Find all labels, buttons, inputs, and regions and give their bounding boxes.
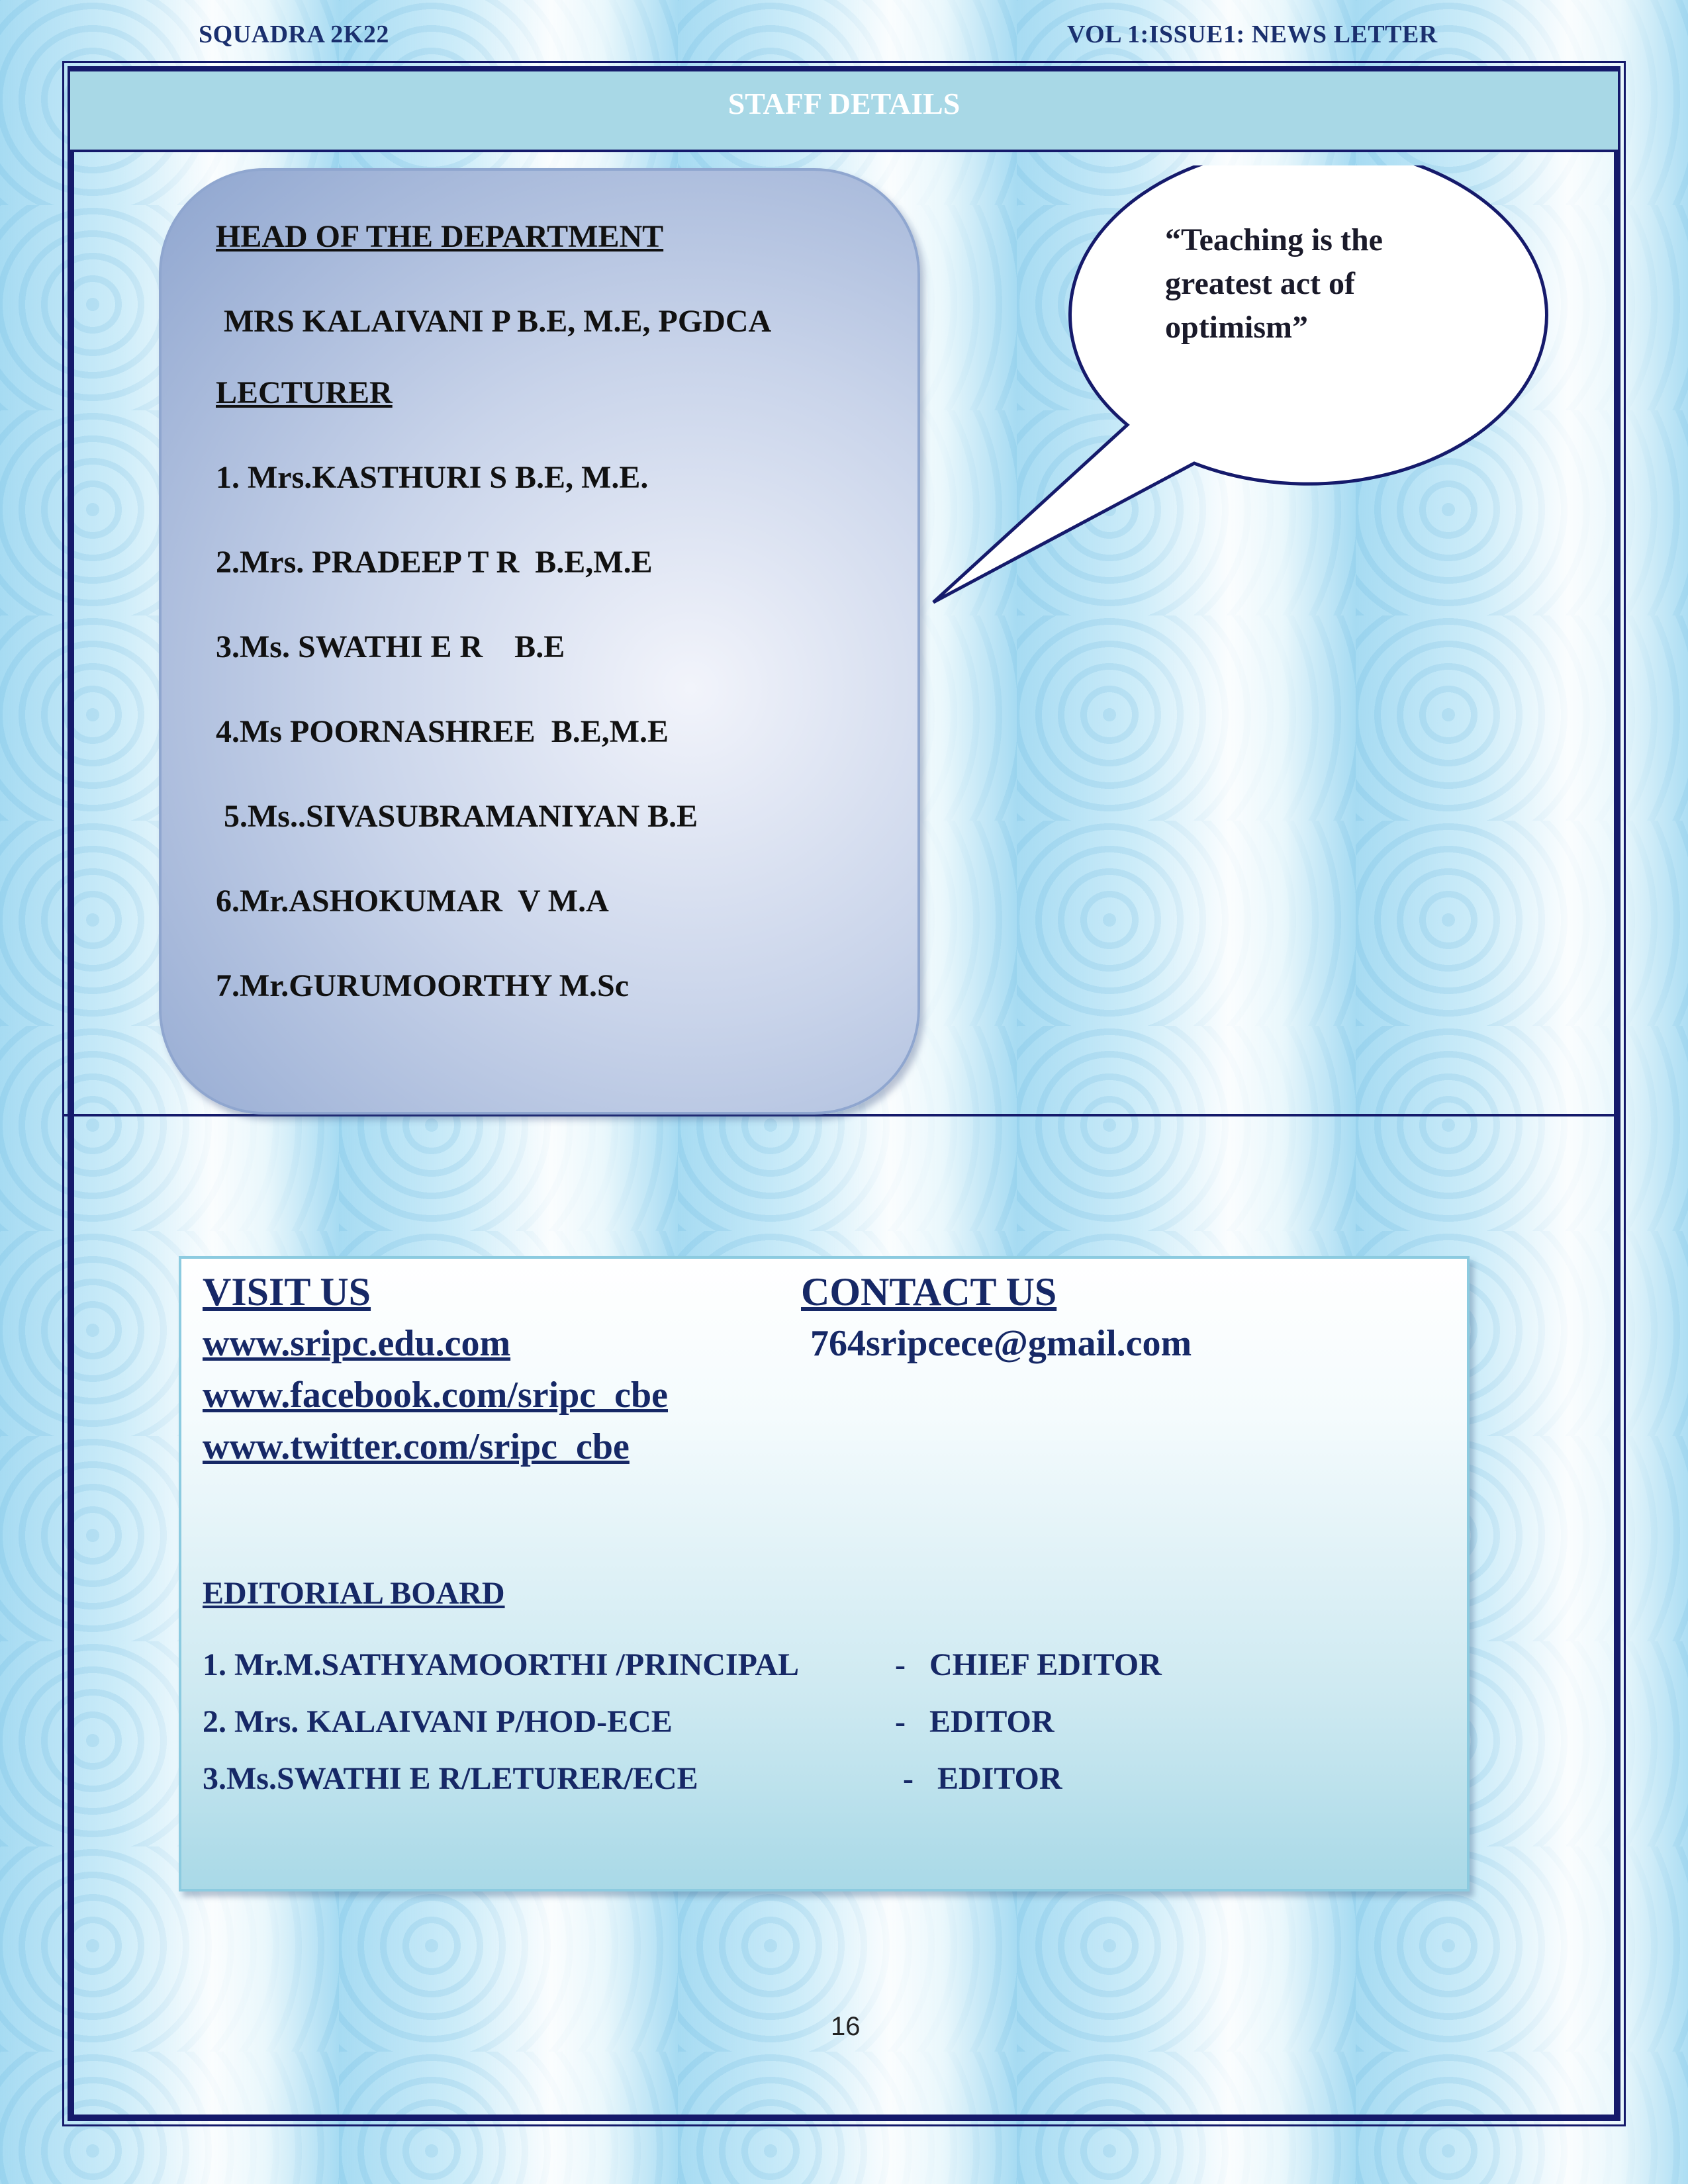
hod-heading: HEAD OF THE DEPARTMENT <box>216 219 664 254</box>
editor-name: 2. Mrs. KALAIVANI P/HOD-ECE <box>203 1704 673 1739</box>
quote-line: optimism” <box>1165 310 1308 345</box>
staff-box <box>159 168 920 1115</box>
visit-heading: VISIT US <box>203 1270 371 1314</box>
newsletter-name: SQUADRA 2K22 <box>199 21 389 48</box>
quote-line: “Teaching is the <box>1165 222 1383 257</box>
website-link[interactable]: www.sripc.edu.com <box>203 1323 511 1364</box>
issue-info: VOL 1:ISSUE1: NEWS LETTER <box>1067 21 1438 48</box>
editor-role: - EDITOR <box>895 1704 1055 1739</box>
lecturer-item: 6.Mr.ASHOKUMAR V M.A <box>216 884 609 919</box>
contact-heading: CONTACT US <box>801 1270 1057 1314</box>
quote-text <box>1165 218 1443 349</box>
lecturer-item: 5.Ms..SIVASUBRAMANIYAN B.E <box>216 799 698 834</box>
lecturer-item: 3.Ms. SWATHI E R B.E <box>216 629 565 664</box>
facebook-link[interactable]: www.facebook.com/sripc_cbe <box>203 1375 669 1416</box>
editor-name: 3.Ms.SWATHI E R/LETURER/ECE <box>203 1761 698 1796</box>
editor-role: - CHIEF EDITOR <box>895 1647 1162 1682</box>
quote-line: greatest act of <box>1165 266 1355 301</box>
editor-name: 1. Mr.M.SATHYAMOORTHI /PRINCIPAL <box>203 1647 800 1682</box>
editorial-heading: EDITORIAL BOARD <box>203 1576 505 1611</box>
editor-role: - EDITOR <box>903 1761 1062 1796</box>
lecturer-heading: LECTURER <box>216 375 393 410</box>
title-bar <box>70 71 1618 152</box>
contact-box <box>179 1256 1470 1891</box>
lecturer-item: 7.Mr.GURUMOORTHY M.Sc <box>216 968 630 1003</box>
page-number: 16 <box>831 2012 861 2041</box>
email-address[interactable]: 764sripcece@gmail.com <box>801 1323 1192 1364</box>
twitter-link[interactable]: www.twitter.com/sripc_cbe <box>203 1426 630 1467</box>
lecturer-item: 2.Mrs. PRADEEP T R B.E,M.E <box>216 545 653 580</box>
hod-name: MRS KALAIVANI P B.E, M.E, PGDCA <box>216 304 772 339</box>
page-title: STAFF DETAILS <box>727 86 961 120</box>
lecturer-item: 4.Ms POORNASHREE B.E,M.E <box>216 714 669 749</box>
lecturer-item: 1. Mrs.KASTHURI S B.E, M.E. <box>216 460 649 495</box>
